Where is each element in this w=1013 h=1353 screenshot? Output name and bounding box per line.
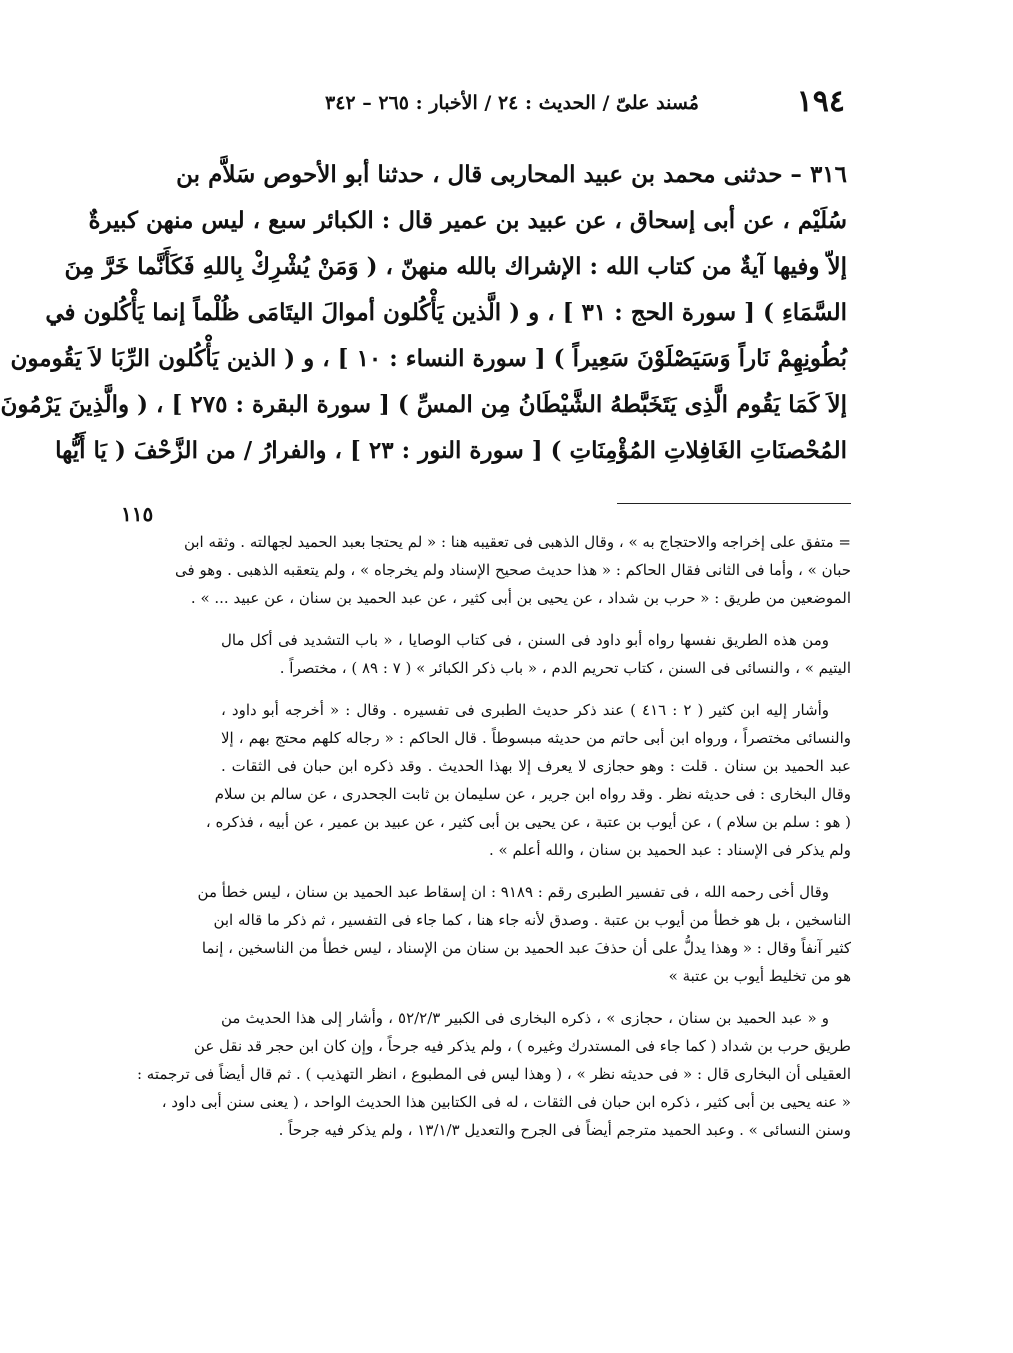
- hadith-line: السَّمَاءِ ) [ سورة الحج : ٣١ ] ، و ( الَّذين يَأْكُلون أموالَ اليتَامَى ظُلْماً إنما يَأْكُلون في: [45, 299, 847, 326]
- footnote-line: ولم يذكر فى الإسناد : عبد الحميد بن سنان ، والله أعلم » .: [489, 841, 851, 859]
- footnote-line: ومن هذه الطريق نفسها رواه أبو داود فى السنن ، فى كتاب الوصايا ، « باب التشديد فى أكل مال: [221, 631, 829, 649]
- footnote-paragraph: [136, 1004, 851, 1144]
- footnote-line: وقال أخى رحمه الله ، فى تفسير الطبرى رقم : ٩١٨٩ : ان إسقاط عبد الحميد بن سنان ، ليس خطأ من: [197, 883, 829, 901]
- footnote-line: وقال البخارى : فى حديثه نظر . وقد رواه ابن جرير ، عن سليمان بن ثابت الجحدرى ، عن سالم بن سلام: [214, 785, 851, 803]
- footnote-line: و « عبد الحميد بن سنان ، حجازى » ، ذكره البخارى فى الكبير ٥٢/٢/٣ ، وأشار إلى هذا الحديث من: [221, 1009, 829, 1027]
- hadith-line: المُحْصنَاتِ الغَافِلاتِ المُؤْمِنَاتِ ) [ سورة النور : ٢٣ ] ، والفرارُ / من الزَّحْفَ ( يَا أَيُّها: [55, 437, 847, 464]
- hadith-line: إلاّ وفيها آيةٌ من كتاب الله : الإشراك بالله منهنّ ، ( وَمَنْ يُشْرِكْ بِاللهِ فَكَأَنَّما خَرَّ مِنَ: [64, 253, 847, 280]
- hadith-text: [0, 152, 847, 474]
- footnote-line: وأشار إليه ابن كثير ( ٢ : ٤١٦ ) عند ذكر حديث الطبرى فى تفسيره . وقال : « أخرجه أبو داود ،: [221, 701, 830, 719]
- page-header: [325, 84, 845, 124]
- hadith-line: بُطُونِهِمْ نَاراً وَسَيَصْلَوْنَ سَعِيراً ) [ سورة النساء : ١٠ ] ، و ( الذين يَأْكُلون الرِّبَا لاَ يَقُومون: [10, 345, 847, 372]
- footnote-line: حبان » ، وأما فى الثانى فقال الحاكم : « هذا حديث صحيح الإسناد ولم يخرجاه » ، ولم يتعقبه الذهبى . وهو فى: [175, 561, 851, 579]
- footnote-paragraph: [175, 528, 851, 612]
- footnote-line: العقيلى أن البخارى قال : « فى حديثه نظر » ، ( وهذا ليس فى المطبوع ، انظر التهذيب ) . ثم قال أيضاً فى ترجمته :: [136, 1065, 851, 1083]
- footnote-line: هو من تخليط أيوب بن عتبة »: [668, 967, 851, 985]
- footnote-paragraph: [197, 878, 851, 990]
- footnote-line: طريق حرب بن شداد ( كما جاء فى المستدرك وغيره ) ، ولم يذكر فيه جرحاً ، وإن كان ابن حجر قد نقل عن: [193, 1037, 851, 1055]
- page-number: ١٩٤: [796, 84, 845, 119]
- hadith-line: إلاَ كَمَا يَقُوم الَّذِى يَتَخَبَّطهُ الشَّيْطَانُ مِن المسِّ ) [ سورة البقرة : ٢٧٥ ] ، ( والَّذِينَ يَرْمُونَ: [0, 391, 847, 418]
- footnote-line: والنسائى مختصراً ، ورواه ابن أبى حاتم من حديثه مبسوطاً . قال الحاكم : « رجاله كلهم محتج بهم ، إلا: [221, 729, 851, 747]
- footnote-divider: [617, 503, 851, 504]
- footnote-paragraph: [221, 626, 851, 682]
- footnote-line: اليتيم » ، والنسائى فى السنن ، كتاب تحريم الدم ، « باب ذكر الكبائر » ( ٧ : ٨٩ ) ، مختصراً .: [279, 659, 851, 677]
- footnote-line: وسنن النسائى » . وعبد الحميد مترجم أيضاً فى الجرح والتعديل ١٣/١/٣ ، ولم يذكر فيه جرحاً .: [278, 1121, 851, 1139]
- footnotes: [136, 528, 851, 1158]
- footnote-line: عبد الحميد بن سنان . قلت : وهو حجازى لا يعرف إلا بهذا الحديث . وقد ذكره ابن حبان فى الثقات .: [221, 757, 851, 775]
- footnote-paragraph: [205, 696, 851, 864]
- margin-page-marker: ١١٥: [121, 502, 154, 526]
- footnote-line: = متفق على إخراجه والاحتجاج به » ، وقال الذهبى فى تعقيبه هنا : « لم يحتجا بعبد الحميد لجهالته . وثقه ابن: [183, 533, 851, 551]
- hadith-line: سُلَيْم ، عن أبى إسحاق ، عن عبيد بن عمير قال : الكبائر سبع ، ليس منهن كبيرةٌ: [88, 207, 847, 234]
- running-title: مُسند علىّ / الحديث : ٢٤ / الأخبار : ٢٦٥ – ٣٤٢: [325, 92, 699, 114]
- footnote-line: « عنه يحيى بن أبى كثير ، ذكره ابن حبان فى الثقات ، له فى الكتابين هذا الحديث الواحد ، ( يعنى سنن أبى داود ،: [161, 1093, 851, 1111]
- footnote-line: الناسخين ، بل هو خطأ من أيوب بن عتبة . وصدق لأنه جاء هنا ، كما جاء فى التفسير ، ثم ذكر ما قاله ابن: [213, 911, 851, 929]
- footnote-line: الموضعين من طريق : « حرب بن شداد ، عن يحيى بن أبى كثير ، عن عبد الحميد بن سنان ، عن عبيد ... » .: [190, 589, 851, 607]
- footnote-line: كثير آنفاً وقال : « وهذا يدلُّ على أن حذفَ عبد الحميد بن سنان من الإسناد ، ليس خطأ من الناسخين ، إنما: [201, 939, 851, 957]
- hadith-line: ٣١٦ – حدثنى محمد بن عبيد المحاربى قال ، حدثنا أبو الأحوص سَلاَّم بن: [176, 161, 847, 188]
- footnote-line: ( هو : سلم بن سلام ) ، عن أيوب بن عتبة ، عن يحيى بن أبى كثير ، عن عبيد بن عمير ، عن أبيه ، فذكره ،: [205, 813, 851, 831]
